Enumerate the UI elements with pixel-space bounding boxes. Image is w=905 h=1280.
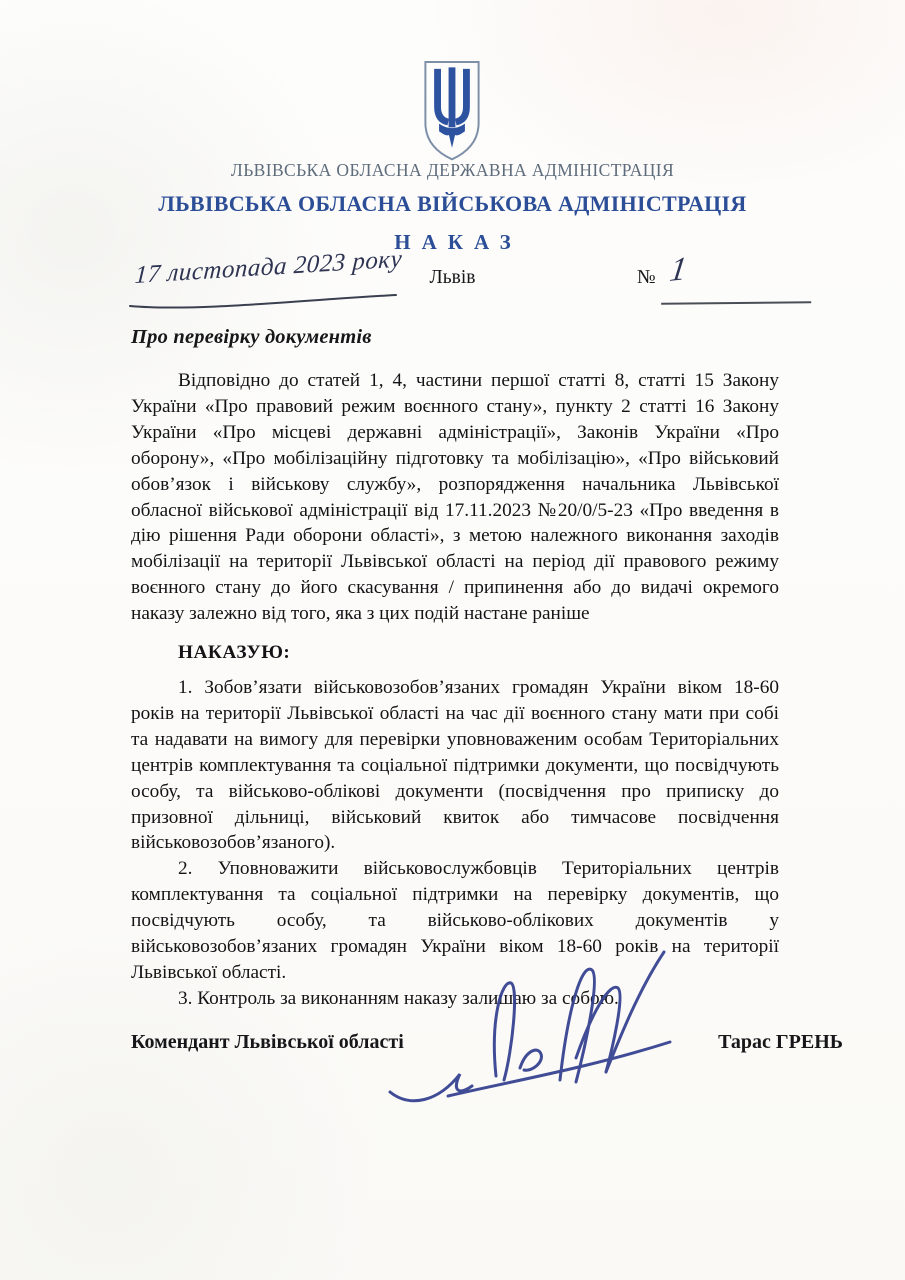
number-underline [661,265,811,305]
document-subject: Про перевірку документів [131,326,372,348]
city-name: Львів [429,267,476,288]
handwritten-number: 1 [667,250,690,290]
order-item-1: 1. Зобов’язати військовозобов’язаних громадян України віком 18-60 років на території Львівської області на час дії воєнного стану мати при собі та надавати на вимогу для перевірки уповноваженим особам Територіальних центрів комплектування та соціальної підтримки документи, що посвідчують особу, та військово-облікові документи (посвідчення про приписку до призовної дільниці, військовий квиток або тимчасове посвідчення військовозобов’язаного). [131,676,779,854]
handwritten-date: 17 листопада 2023 року [134,245,403,289]
preamble-paragraph: Відповідно до статей 1, 4, частини першої статті 8, статті 15 Закону України «Про правовий режим воєнного стану», пункту 2 статті 16 Закону України «Про місцеві державні адміністрації», Законів України «Про оборону», «Про мобілізаційну підготовку та мобілізацію», «Про військовий обов’язок і військову службу», розпорядження начальника Львівської обласної військової адміністрації від 17.11.2023 №20/0/5-23 «Про введення в дію рішення Ради оборони області», з метою належного виконання заходів мобілізації на території Львівської області на період дії правового режиму воєнного стану до його скасування / припинення або до видачі окремого наказу залежно від того, яка з цих подій настане раніше [131,370,779,625]
issuing-org-name: ЛЬВІВСЬКА ОБЛАСНА ВІЙСЬКОВА АДМІНІСТРАЦІЯ [158,191,747,216]
parent-org-name: ЛЬВІВСЬКА ОБЛАСНА ДЕРЖАВНА АДМІНІСТРАЦІЯ [230,160,675,180]
number-label: № [637,267,656,288]
ukraine-trident-emblem [414,58,490,174]
document-body [131,368,779,1012]
signatory-name: Тарас ГРЕНЬ [718,1031,843,1053]
signatory-title: Комендант Львівської області [131,1031,404,1053]
order-heading: НАКАЗУЮ: [178,642,291,664]
order-item-2: 2. Уповноважити військовослужбовців Територіальних центрів комплектування та соціальної підтримки на перевірку документів, що посвідчують особу, та військово-облікових документів у військовозобов’язаних громадян України віком 18-60 років на території Львівської області. [131,858,779,983]
order-item-3: 3. Контроль за виконанням наказу залишаю за собою. [178,987,619,1009]
document-type-title: НАКАЗ [394,230,522,254]
signature-scribble-icon [376,946,678,1124]
